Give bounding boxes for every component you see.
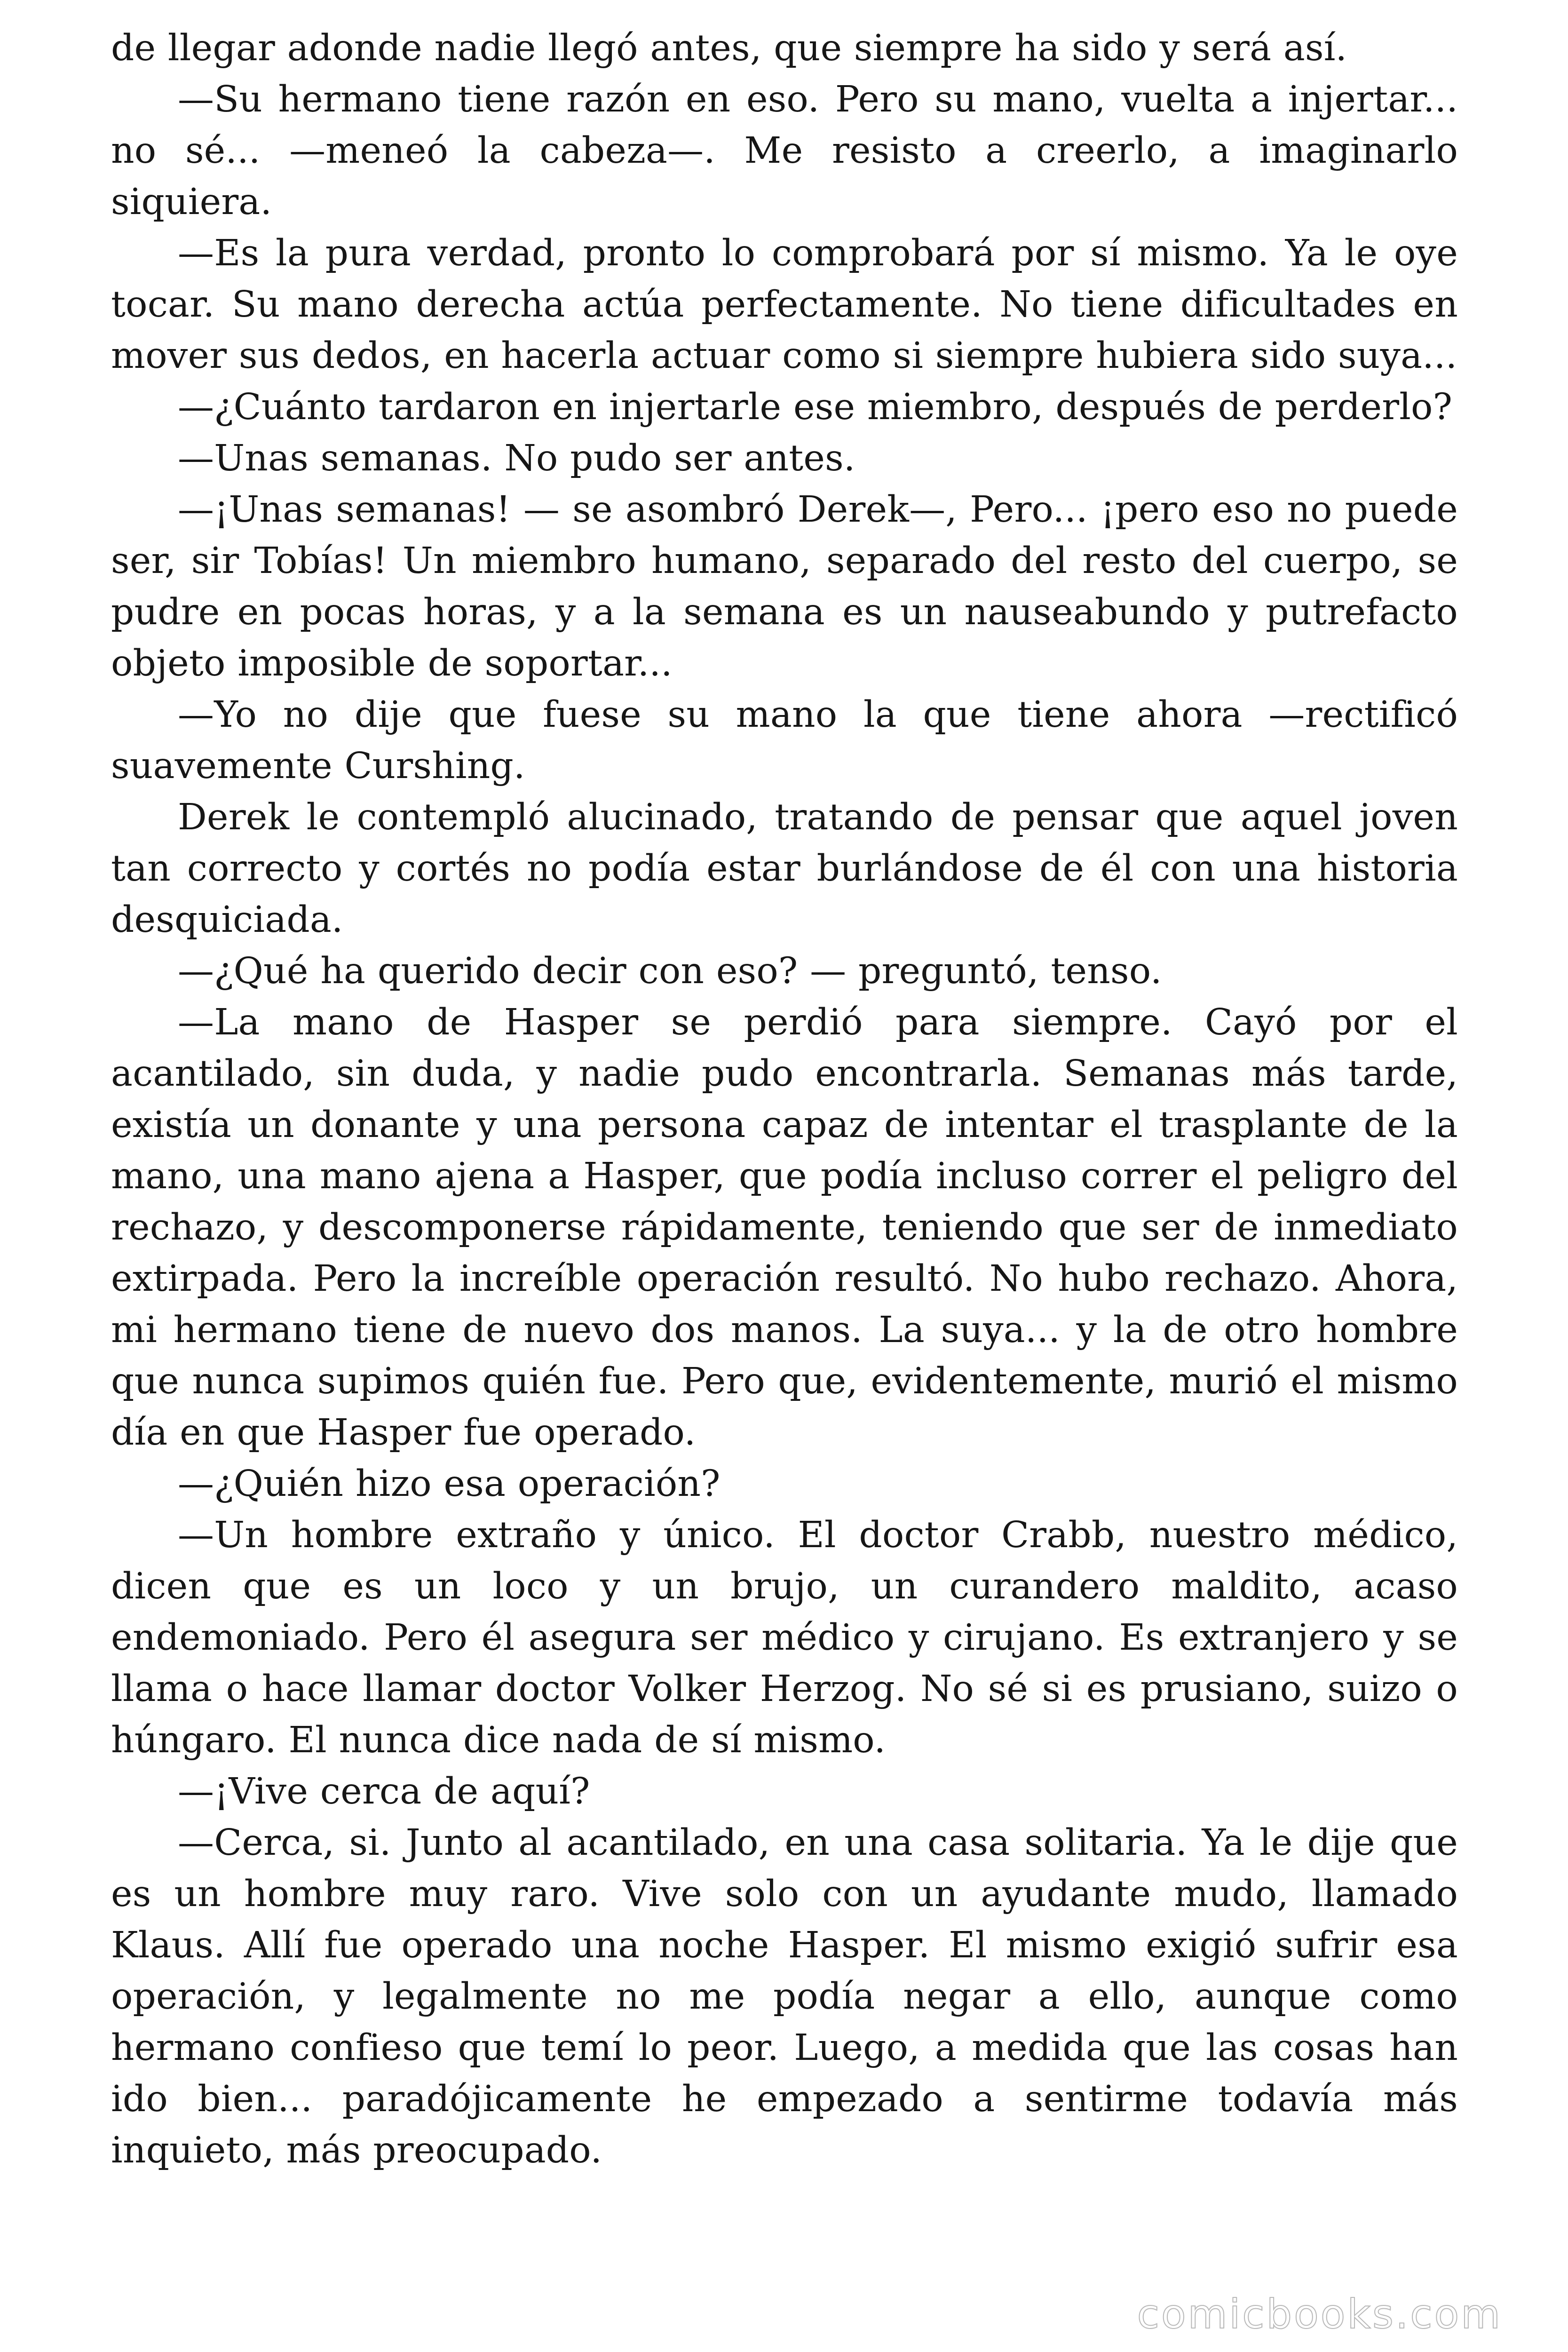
paragraph-narration: Derek le contempló alucinado, tratando de pensar que aquel joven tan correcto y cortés no podía estar burlándose de él con una historia desquiciada. — [111, 796, 1458, 941]
paragraph-dialogue: —Un hombre extraño y único. El doctor Crabb, nuestro médico, dicen que es un loco y un brujo, un curandero maldito, acaso endemoniado. Pero él asegura ser médico y cirujano. Es extranjero y se llama o hace llamar doctor Volker Herzog. No sé si es prusiano, suizo o húngaro. El nunca dice nada de sí mismo. — [111, 1514, 1458, 1761]
paragraph-dialogue: —Cerca, si. Junto al acantilado, en una casa solitaria. Ya le dije que es un hombre muy raro. Vive solo con un ayudante mudo, llamado Klaus. Allí fue operado una noche Hasper. El mismo exigió sufrir esa operación, y legalmente no me podía negar a ello, aunque como hermano confieso que temí lo peor. Luego, a medida que las cosas han ido bien... paradójicamente he empezado a sentirme todavía más inquieto, más preocupado. — [111, 1822, 1458, 2171]
paragraph-dialogue: —¿Qué ha querido decir con eso? — preguntó, tenso. — [178, 950, 1162, 992]
paragraph-dialogue: —Su hermano tiene razón en eso. Pero su mano, vuelta a injertar... no sé... —meneó la cabeza—. Me resisto a creerlo, a imaginarlo siquiera. — [111, 79, 1458, 223]
paragraph-dialogue: —¡Unas semanas! — se asombró Derek—, Pero... ¡pero eso no puede ser, sir Tobías! Un miembro humano, separado del resto del cuerpo, se pudre en pocas horas, y a la semana es un nauseabundo y putrefacto objeto imposible de soportar... — [111, 489, 1458, 684]
paragraph-dialogue: —¿Quién hizo esa operación? — [178, 1463, 721, 1505]
book-page-text — [111, 23, 1458, 2176]
watermark-text: comicbooks.com — [1137, 2291, 1502, 2338]
paragraph-dialogue: —¡Vive cerca de aquí? — [178, 1771, 590, 1812]
paragraph-continuation: de llegar adonde nadie llegó antes, que siempre ha sido y será así. — [111, 27, 1347, 69]
paragraph-dialogue: —Yo no dije que fuese su mano la que tiene ahora —rectificó suavemente Curshing. — [111, 694, 1458, 787]
paragraph-dialogue: —Es la pura verdad, pronto lo comprobará por sí mismo. Ya le oye tocar. Su mano derecha actúa perfectamente. No tiene dificultades en mover sus dedos, en hacerla actuar como si siempre hubiera sido suya... — [111, 232, 1458, 377]
paragraph-dialogue: —¿Cuánto tardaron en injertarle ese miembro, después de perderlo? — [178, 386, 1453, 428]
paragraph-dialogue: —La mano de Hasper se perdió para siempre. Cayó por el acantilado, sin duda, y nadie pudo encontrarla. Semanas más tarde, existía un donante y una persona capaz de intentar el trasplante de la mano, una mano ajena a Hasper, que podía incluso correr el peligro del rechazo, y descomponerse rápidamente, teniendo que ser de inmediato extirpada. Pero la increíble operación resultó. No hubo rechazo. Ahora, mi hermano tiene de nuevo dos manos. La suya... y la de otro hombre que nunca supimos quién fue. Pero que, evidentemente, murió el mismo día en que Hasper fue operado. — [111, 1001, 1458, 1454]
paragraph-dialogue: —Unas semanas. No pudo ser antes. — [178, 437, 855, 479]
